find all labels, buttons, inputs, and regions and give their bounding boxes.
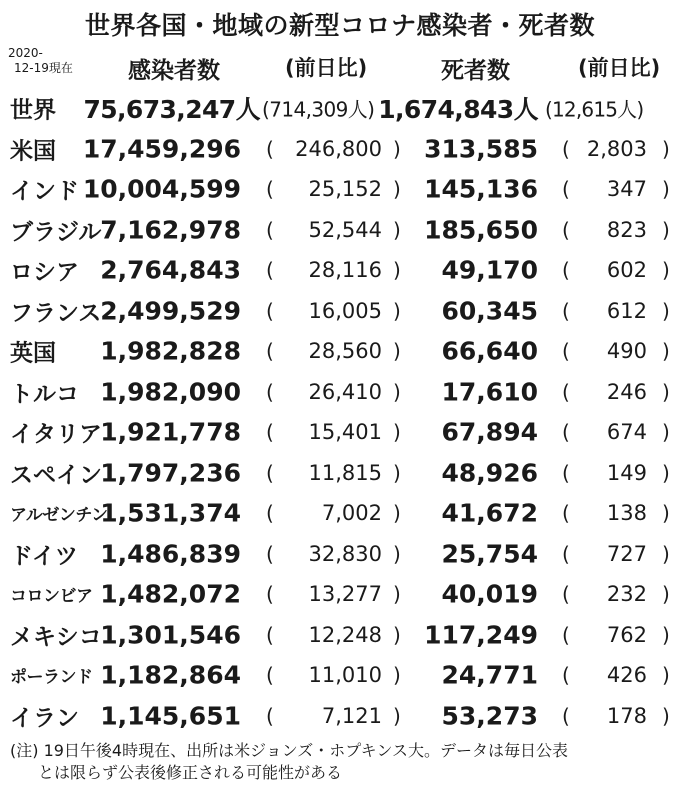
infected-count: 1,145,651 [100,701,241,731]
death-count: 60,345 [441,296,538,326]
infected-prev-day: (714,309人) [262,97,375,122]
paren-close: ) [662,177,670,202]
paren-close: ) [662,258,670,283]
infected-prev-day: 246,800 [295,136,382,161]
paren-open: ( [562,298,570,323]
deaths-prev-day: 674 [606,420,647,445]
table-row [0,250,680,291]
paren-close: ) [662,136,670,161]
paren-open: ( [562,136,570,161]
country-name: ドイツ [10,543,78,570]
country-name: フランス [10,300,102,327]
paren-close: ) [662,663,670,688]
country-name: コロンビア [10,586,93,607]
infected-prev-day: 11,010 [308,663,382,688]
paren-close: ) [662,420,670,445]
paren-open: ( [562,703,570,728]
table-row-world [0,88,680,129]
country-name: メキシコ [10,624,102,651]
country-name: イラン [10,705,79,732]
paren-open: ( [562,460,570,485]
paren-open: ( [562,663,570,688]
table-row [0,412,680,453]
paren-close: ) [662,379,670,404]
death-count: 185,650 [424,215,538,245]
infected-count: 75,673,247人 [83,95,260,125]
header-prev-day-infected: (前日比) [285,56,368,80]
table-row [0,574,680,615]
paren-close: ) [393,420,401,445]
table-row [0,291,680,332]
paren-open: ( [562,379,570,404]
table-row [0,655,680,696]
country-name: ポーランド [10,667,93,688]
paren-close: ) [393,501,401,526]
death-count: 1,674,843人 [378,95,538,125]
paren-close: ) [662,339,670,364]
infected-count: 1,301,546 [100,620,241,650]
death-count: 67,894 [441,417,538,447]
death-count: 117,249 [424,620,538,650]
deaths-prev-day: 602 [606,258,647,283]
paren-close: ) [662,703,670,728]
infected-count: 1,482,072 [100,579,241,609]
paren-open: ( [562,177,570,202]
infected-prev-day: 52,544 [308,217,382,242]
paren-close: ) [662,460,670,485]
deaths-prev-day: 178 [606,703,647,728]
death-count: 24,771 [441,660,538,690]
header-deaths: 死者数 [441,58,510,84]
death-count: 25,754 [441,539,538,569]
country-name: スペイン [10,462,102,489]
paren-close: ) [393,379,401,404]
country-name: ブラジル [10,219,102,246]
infected-count: 1,531,374 [100,498,241,528]
infected-count: 17,459,296 [82,134,241,164]
page-title: 世界各国・地域の新型コロナ感染者・死者数 [84,11,595,40]
deaths-prev-day: 762 [606,622,647,647]
country-name: アルゼンチン [10,505,108,526]
header-prev-day-deaths: (前日比) [578,56,661,80]
table-row [0,453,680,494]
paren-close: ) [393,258,401,283]
paren-close: ) [393,622,401,647]
deaths-prev-day: 149 [606,460,647,485]
death-count: 313,585 [424,134,538,164]
paren-close: ) [393,136,401,161]
infected-prev-day: 28,560 [308,339,382,364]
paren-open: ( [266,501,274,526]
paren-open: ( [562,582,570,607]
paren-close: ) [662,582,670,607]
deaths-prev-day: 490 [606,339,647,364]
table-body [0,88,680,736]
infected-count: 10,004,599 [82,174,241,204]
paren-open: ( [266,663,274,688]
deaths-prev-day: 347 [606,177,647,202]
paren-open: ( [562,622,570,647]
paren-open: ( [266,339,274,364]
country-name: 米国 [10,138,56,165]
infected-count: 1,982,090 [100,377,241,407]
paren-open: ( [562,217,570,242]
header-infected: 感染者数 [128,58,220,84]
country-name: 世界 [10,97,56,124]
paren-close: ) [662,501,670,526]
death-count: 48,926 [441,458,538,488]
infected-prev-day: 11,815 [308,460,382,485]
death-count: 49,170 [441,255,538,285]
paren-open: ( [562,420,570,445]
country-name: インド [10,178,79,205]
paren-close: ) [393,663,401,688]
infected-count: 2,499,529 [100,296,241,326]
table-row [0,534,680,575]
paren-open: ( [266,217,274,242]
deaths-prev-day: 612 [606,298,647,323]
infected-prev-day: 7,002 [321,501,382,526]
footnote [10,740,675,784]
infected-count: 1,921,778 [100,417,241,447]
date-line-2: 12-19現在 [14,61,73,75]
country-name: イタリア [10,421,102,448]
country-name: 英国 [10,340,56,367]
paren-open: ( [266,703,274,728]
paren-open: ( [266,177,274,202]
table-row [0,493,680,534]
infected-prev-day: 16,005 [308,298,382,323]
paren-close: ) [393,217,401,242]
paren-close: ) [393,177,401,202]
date-line-1: 2020- [8,46,43,60]
paren-open: ( [266,541,274,566]
paren-close: ) [662,298,670,323]
table-row [0,210,680,251]
footnote-line-2: とは限らず公表後修正される可能性がある [38,763,343,782]
infected-prev-day: 7,121 [321,703,382,728]
table-row [0,372,680,413]
paren-close: ) [393,339,401,364]
infected-prev-day: 28,116 [308,258,382,283]
table-row [0,696,680,737]
country-name: トルコ [10,381,79,408]
paren-open: ( [562,339,570,364]
paren-close: ) [393,541,401,566]
infected-count: 7,162,978 [100,215,241,245]
infected-count: 2,764,843 [100,255,241,285]
paren-open: ( [266,420,274,445]
infected-prev-day: 12,248 [308,622,382,647]
deaths-prev-day: 138 [606,501,647,526]
infected-prev-day: 15,401 [308,420,382,445]
paren-open: ( [266,298,274,323]
paren-close: ) [393,298,401,323]
paren-open: ( [266,379,274,404]
death-count: 41,672 [441,498,538,528]
infected-count: 1,797,236 [100,458,241,488]
as-of-date [8,46,73,76]
infected-prev-day: 25,152 [308,177,382,202]
paren-open: ( [562,258,570,283]
paren-close: ) [393,703,401,728]
paren-open: ( [266,582,274,607]
table-row [0,331,680,372]
table-row [0,615,680,656]
deaths-prev-day: 426 [606,663,647,688]
paren-open: ( [266,460,274,485]
infected-prev-day: 32,830 [308,541,382,566]
death-count: 145,136 [424,174,538,204]
table-header [0,46,680,88]
deaths-prev-day: 232 [606,582,647,607]
deaths-prev-day: 727 [606,541,647,566]
table-row [0,169,680,210]
paren-close: ) [662,541,670,566]
death-count: 40,019 [441,579,538,609]
paren-open: ( [266,136,274,161]
deaths-prev-day: (12,615人) [545,97,644,122]
death-count: 53,273 [441,701,538,731]
deaths-prev-day: 2,803 [586,136,647,161]
footnote-line-1: (注) 19日午後4時現在、出所は米ジョンズ・ホプキンス大。データは毎日公表 [10,741,569,760]
paren-open: ( [562,501,570,526]
death-count: 66,640 [441,336,538,366]
paren-open: ( [266,622,274,647]
infected-prev-day: 26,410 [308,379,382,404]
paren-close: ) [662,217,670,242]
paren-close: ) [393,460,401,485]
infected-count: 1,486,839 [100,539,241,569]
table-row [0,129,680,170]
infected-count: 1,982,828 [100,336,241,366]
deaths-prev-day: 246 [606,379,647,404]
infected-count: 1,182,864 [100,660,241,690]
deaths-prev-day: 823 [606,217,647,242]
paren-open: ( [562,541,570,566]
paren-close: ) [393,582,401,607]
country-name: ロシア [10,259,79,286]
infected-prev-day: 13,277 [308,582,382,607]
paren-close: ) [662,622,670,647]
death-count: 17,610 [441,377,538,407]
paren-open: ( [266,258,274,283]
